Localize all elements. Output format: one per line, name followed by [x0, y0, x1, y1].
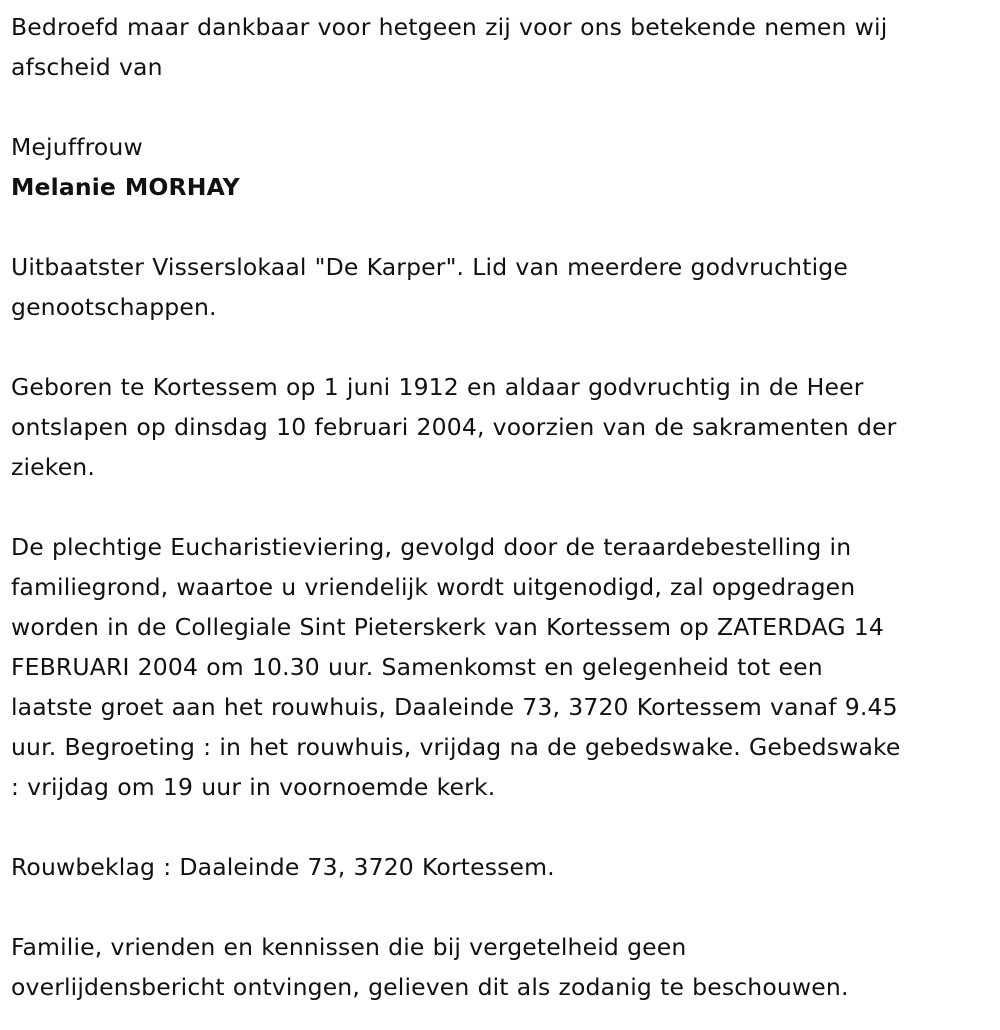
paragraph-spacer — [11, 87, 1000, 127]
occupation-line: Uitbaatster Visserslokaal "De Karper". Lid van meerdere godvruchtige — [11, 253, 848, 281]
intro-line: afscheid van — [11, 53, 163, 81]
paragraph-spacer — [11, 207, 1000, 247]
occupation-line: genootschappen. — [11, 293, 217, 321]
deceased-name: Melanie MORHAY — [11, 173, 240, 201]
intro-paragraph — [11, 7, 1000, 87]
condolence-address: Rouwbeklag : Daaleinde 73, 3720 Kortessem. — [11, 853, 555, 881]
closing-line: overlijdensbericht ontvingen, gelieven dit als zodanig te beschouwen. — [11, 973, 849, 1001]
ceremony-line: laatste groet aan het rouwhuis, Daaleinde 73, 3720 Kortessem vanaf 9.45 — [11, 693, 898, 721]
occupation-paragraph — [11, 247, 1000, 327]
ceremony-line: worden in de Collegiale Sint Pieterskerk van Kortessem op ZATERDAG 14 — [11, 613, 884, 641]
paragraph-spacer — [11, 887, 1000, 927]
paragraph-spacer — [11, 807, 1000, 847]
birth-death-paragraph — [11, 367, 1000, 487]
intro-line: Bedroefd maar dankbaar voor hetgeen zij voor ons betekende nemen wij — [11, 13, 888, 41]
deceased-title: Mejuffrouw — [11, 133, 143, 161]
closing-paragraph — [11, 927, 1000, 1007]
birth-death-line: ontslapen op dinsdag 10 februari 2004, voorzien van de sakramenten der — [11, 413, 897, 441]
closing-line: Familie, vrienden en kennissen die bij vergetelheid geen — [11, 933, 687, 961]
ceremony-line: De plechtige Eucharistieviering, gevolgd door de teraardebestelling in — [11, 533, 852, 561]
ceremony-line: : vrijdag om 19 uur in voornoemde kerk. — [11, 773, 496, 801]
birth-death-line: Geboren te Kortessem op 1 juni 1912 en aldaar godvruchtig in de Heer — [11, 373, 864, 401]
ceremony-line: familiegrond, waartoe u vriendelijk wordt uitgenodigd, zal opgedragen — [11, 573, 856, 601]
ceremony-line: FEBRUARI 2004 om 10.30 uur. Samenkomst en gelegenheid tot een — [11, 653, 823, 681]
ceremony-line: uur. Begroeting : in het rouwhuis, vrijdag na de gebedswake. Gebedswake — [11, 733, 901, 761]
ceremony-paragraph — [11, 527, 1000, 807]
birth-death-line: zieken. — [11, 453, 95, 481]
paragraph-spacer — [11, 487, 1000, 527]
paragraph-spacer — [11, 327, 1000, 367]
